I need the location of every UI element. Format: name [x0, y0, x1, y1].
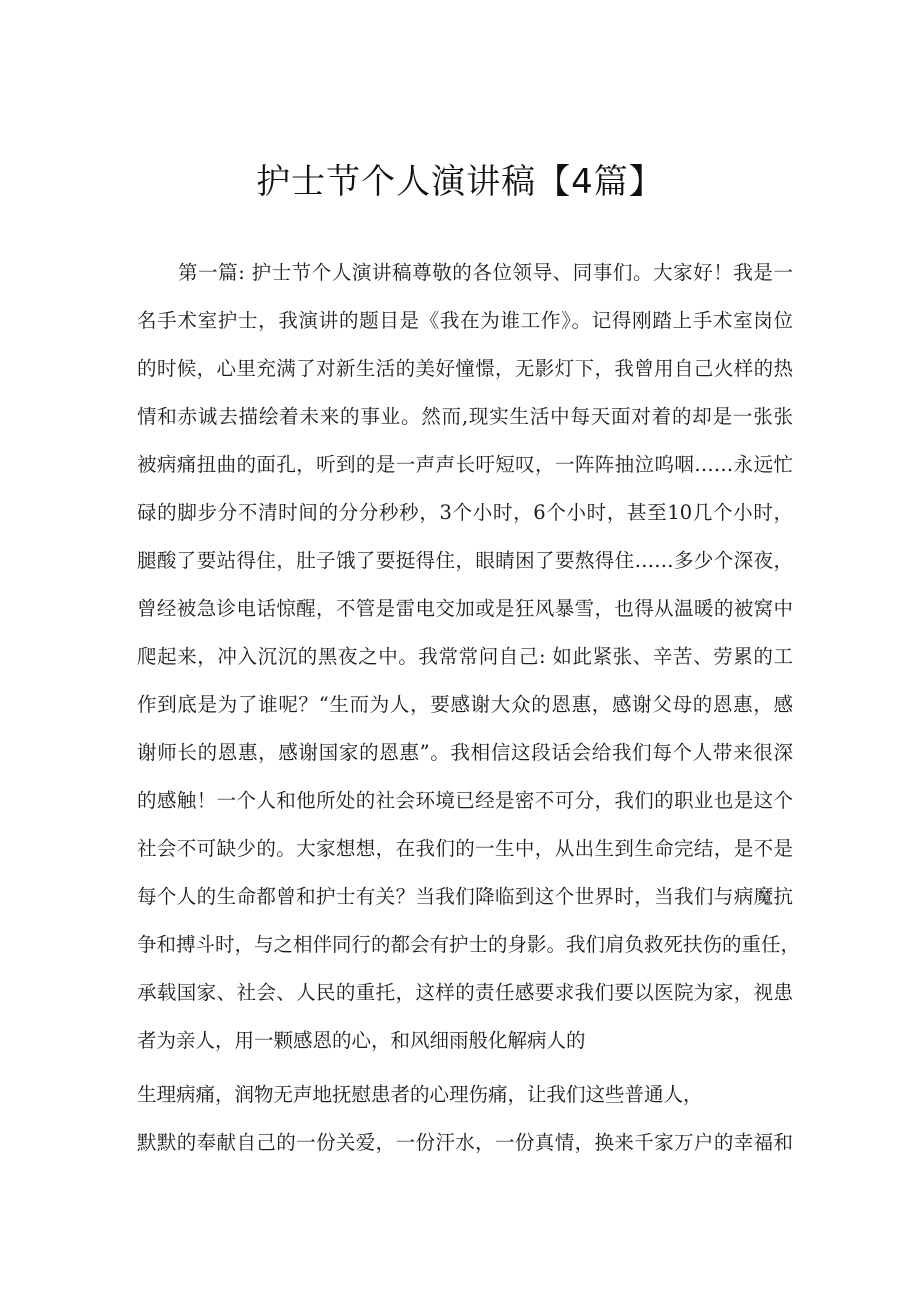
paragraph-line: 第一篇: 护士节个人演讲稿尊敬的各位领导、同事们。大家好！我是一 — [178, 261, 793, 284]
paragraph-line: 者为亲人，用一颗感恩的心，和风细雨般化解病人的 — [137, 1029, 586, 1052]
paragraph-line: 争和搏斗时，与之相伴同行的都会有护士的身影。我们肩负救死扶伤的重任， — [137, 933, 801, 956]
paragraph-line: 每个人的生命都曾和护士有关？当我们降临到这个世界时，当我们与病魔抗 — [137, 885, 793, 908]
paragraph-line: 承载国家、社会、人民的重托，这样的责任感要求我们要以医院为家，视患 — [137, 981, 793, 1004]
paragraph-line: 碌的脚步分不清时间的分分秒秒，3个小时，6个小时，甚至10几个小时， — [137, 501, 793, 524]
paragraph-line: 的感触！一个人和他所处的社会环境已经是密不可分，我们的职业也是这个 — [137, 789, 793, 812]
paragraph-line: 的时候，心里充满了对新生活的美好憧憬，无影灯下，我曾用自己火样的热 — [137, 357, 793, 380]
paragraph-line: 社会不可缺少的。大家想想，在我们的一生中，从出生到生命完结，是不是 — [137, 837, 793, 860]
paragraph-line: 曾经被急诊电话惊醒，不管是雷电交加或是狂风暴雪，也得从温暖的被窝中 — [137, 597, 793, 620]
paragraph-line: 被病痛扭曲的面孔，听到的是一声声长吁短叹，一阵阵抽泣呜咽……永远忙 — [137, 453, 793, 476]
paragraph-line: 情和赤诚去描绘着未来的事业。然而,现实生活中每天面对着的却是一张张 — [137, 405, 793, 428]
paragraph-line: 腿酸了要站得住，肚子饿了要挺得住，眼睛困了要熬得住……多少个深夜， — [137, 549, 793, 572]
paragraph-line: 作到底是为了谁呢？“生而为人，要感谢大众的恩惠，感谢父母的恩惠，感 — [137, 693, 793, 716]
paragraph-line: 爬起来，冲入沉沉的黑夜之中。我常常问自己: 如此紧张、辛苦、劳累的工 — [137, 645, 793, 668]
paragraph-line: 生理病痛，润物无声地抚慰患者的心理伤痛，让我们这些普通人， — [137, 1083, 703, 1106]
paragraph-line: 谢师长的恩惠，感谢国家的恩惠”。我相信这段话会给我们每个人带来很深 — [137, 741, 793, 764]
paragraph-line: 名手术室护士，我演讲的题目是《我在为谁工作》。记得刚踏上手术室岗位 — [137, 309, 793, 332]
paragraph-line: 默默的奉献自己的一份关爱，一份汗水，一份真情，换来千家万户的幸福和 — [137, 1131, 793, 1154]
document-title: 护士节个人演讲稿【4篇】 — [256, 162, 664, 202]
